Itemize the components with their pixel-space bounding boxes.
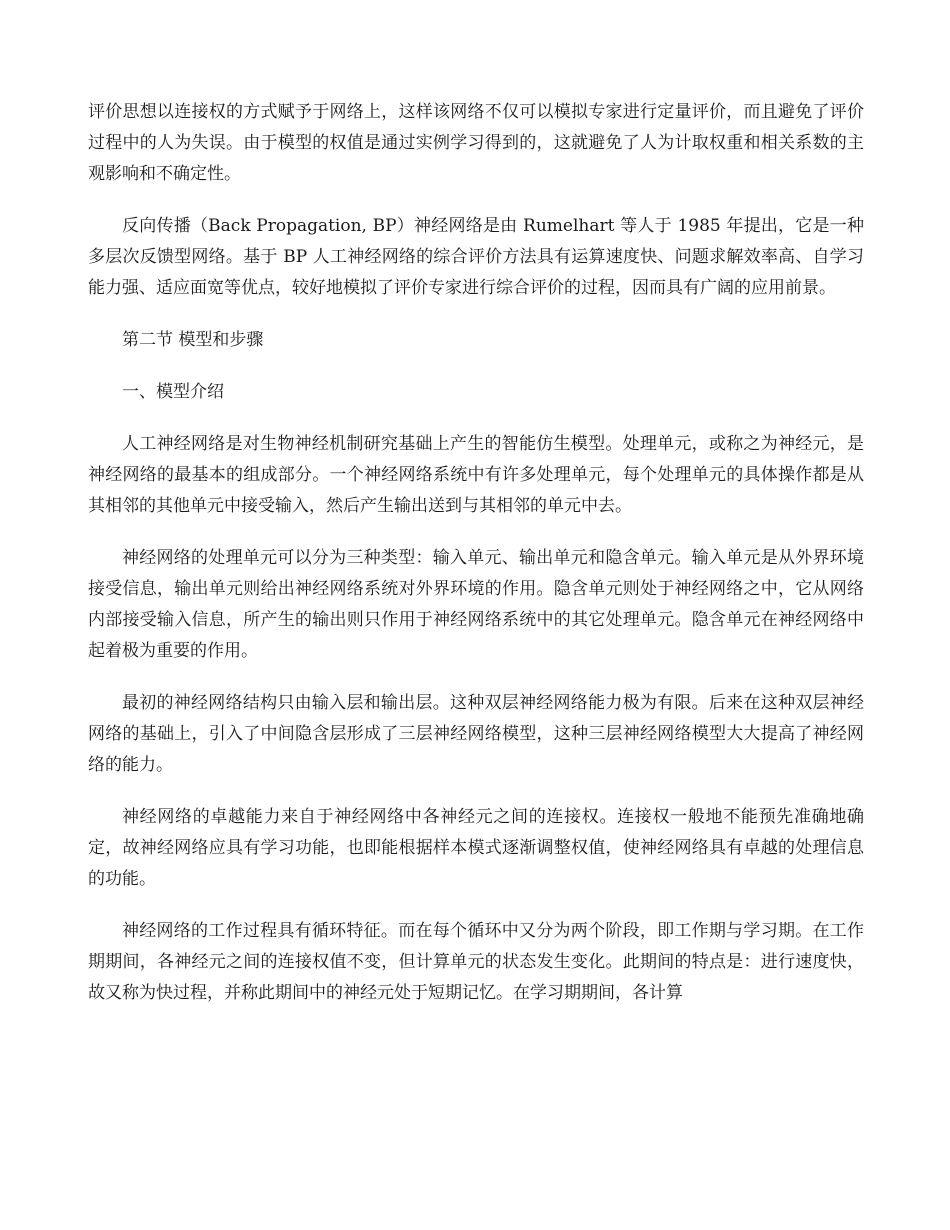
subsection-heading-model-intro: 一、模型介绍 (122, 382, 224, 402)
paragraph-work-cycle: 神经网络的工作过程具有循环特征。而在每个循环中又分为两个阶段，即工作期与学习期。在工作期期间，各神经元之间的连接权值不变，但计算单元的状态发生变化。此期间的特点是：进行速度快，故又称为快过程，并称此期间中的神经元处于短期记忆。在学习期期间，各计算 (88, 921, 864, 1003)
paragraph-neuron-definition: 人工神经网络是对生物神经机制研究基础上产生的智能仿生模型。处理单元，或称之为神经元，是神经网络的最基本的组成部分。一个神经网络系统中有许多处理单元，每个处理单元的具体操作都是从其相邻的其他单元中接受输入，然后产生输出送到与其相邻的单元中去。 (88, 434, 864, 516)
paragraph-layer-structure: 最初的神经网络结构只由输入层和输出层。这种双层神经网络能力极为有限。后来在这种双层神经网络的基础上，引入了中间隐含层形成了三层神经网络模型，这种三层神经网络模型大大提高了神经网络的能力。 (88, 693, 864, 775)
section-heading-model-steps: 第二节 模型和步骤 (122, 330, 264, 350)
paragraph-connection-weights: 神经网络的卓越能力来自于神经网络中各神经元之间的连接权。连接权一般地不能预先准确地确定，故神经网络应具有学习功能，也即能根据样本模式逐渐调整权值，使神经网络具有卓越的处理信息的功能。 (88, 807, 864, 889)
paragraph-bp-network-intro: 反向传播（Back Propagation, BP）神经网络是由 Rumelhart 等人于 1985 年提出，它是一种多层次反馈型网络。基于 BP 人工神经网络的综合评价方法具有运算速度快、问题求解效率高、自学习能力强、适应面宽等优点，较好地模拟了评价专家进行综合评价的过程，因而具有广阔的应用前景。 (88, 216, 864, 298)
paragraph-unit-types: 神经网络的处理单元可以分为三种类型：输入单元、输出单元和隐含单元。输入单元是从外界环境接受信息，输出单元则给出神经网络系统对外界环境的作用。隐含单元则处于神经网络之中，它从网络内部接受输入信息，所产生的输出则只作用于神经网络系统中的其它处理单元。隐含单元在神经网络中起着极为重要的作用。 (88, 548, 864, 661)
paragraph-evaluation-weights: 评价思想以连接权的方式赋予于网络上，这样该网络不仅可以模拟专家进行定量评价，而且避免了评价过程中的人为失误。由于模型的权值是通过实例学习得到的，这就避免了人为计取权重和相关系数的主观影响和不确定性。 (88, 102, 864, 184)
document-page (88, 97, 864, 1030)
